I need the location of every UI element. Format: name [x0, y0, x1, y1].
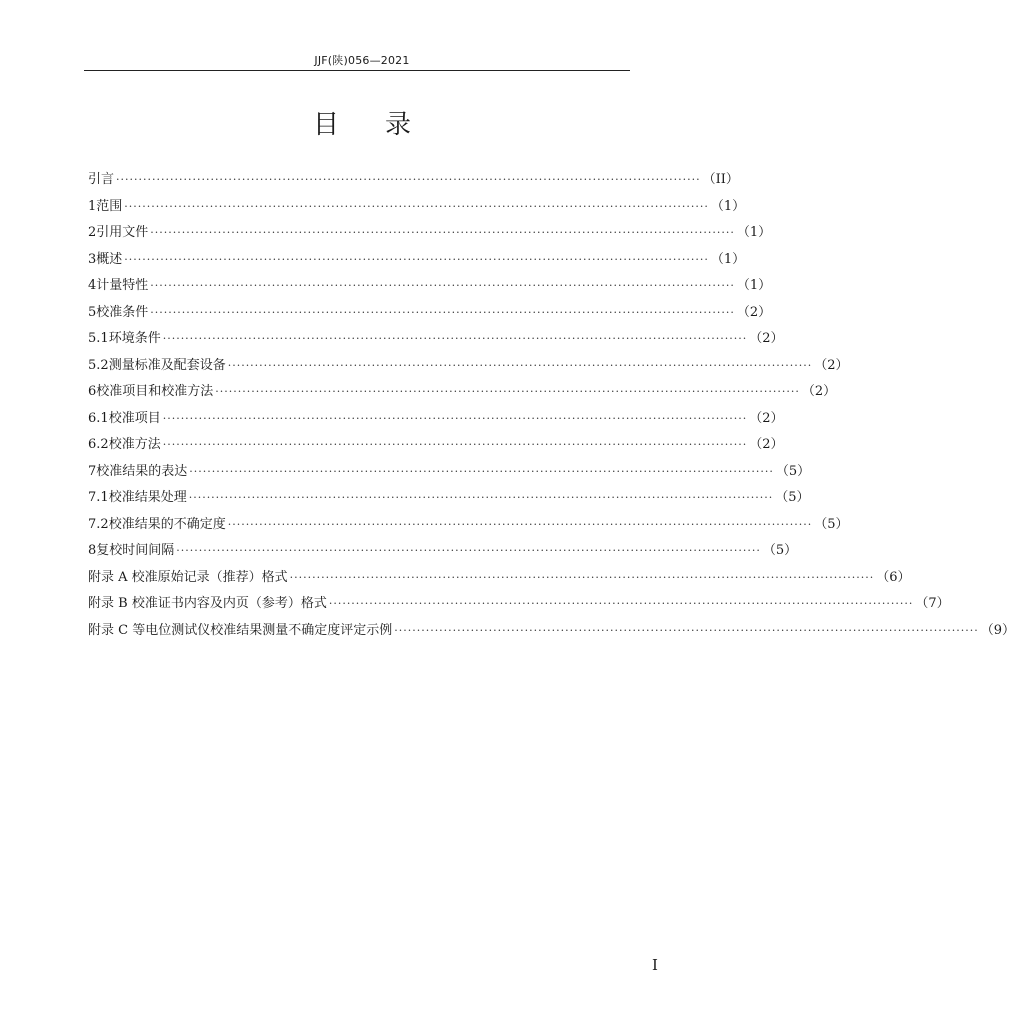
toc-entry-page: （2） [749, 410, 784, 426]
toc-entry-5[interactable] [88, 301, 772, 328]
toc-entry-7-2[interactable] [88, 513, 849, 540]
toc-entry-page: （5） [775, 463, 811, 479]
toc-leader-dots: ·································································································································· [215, 385, 800, 398]
toc-entry-appendix-c[interactable] [88, 619, 1015, 646]
toc-entry-number: 3 [88, 251, 97, 267]
toc-entry-number: 7.2 [88, 516, 109, 532]
toc-entry-page: （9） [980, 622, 1015, 638]
toc-entry-label: 校准项目 [108, 410, 161, 426]
toc-entry-label: 校准方法 [108, 437, 161, 452]
toc-entry-7-1[interactable] [88, 486, 810, 513]
toc-entry-8[interactable] [88, 539, 798, 566]
toc-entry-label: 引用文件 [96, 225, 149, 240]
toc-entry-number: 7.1 [88, 490, 109, 505]
toc-entry-number: 7 [88, 463, 97, 479]
toc-leader-dots: ·································································································································· [289, 570, 875, 584]
toc-entry-7[interactable] [88, 460, 811, 487]
toc-entry-6[interactable] [88, 380, 837, 407]
toc-entry-label: 环境条件 [108, 331, 161, 346]
toc-entry-page: （1） [736, 225, 772, 240]
toc-entry-introduction[interactable] [88, 168, 739, 195]
toc-entry-number: 6 [88, 384, 97, 399]
toc-entry-number: 8 [88, 543, 97, 558]
toc-entry-2[interactable] [88, 221, 772, 248]
toc-leader-dots: ·································································································································· [150, 226, 735, 239]
toc-leader-dots: ·································································································································· [162, 411, 748, 425]
toc-leader-dots: ·································································································································· [124, 252, 709, 266]
toc-leader-dots: ·································································································································· [116, 173, 701, 186]
toc-entry-label: 附录 B 校准证书内容及内页（参考）格式 [88, 596, 327, 611]
toc-entry-number: 5.2 [88, 357, 109, 373]
toc-entry-page: （5） [775, 490, 810, 505]
toc-entry-label: 范围 [96, 198, 123, 214]
toc-entry-label: 计量特性 [96, 278, 149, 293]
toc-entry-number: 6.1 [88, 410, 109, 426]
page-title: 目录 [312, 110, 457, 140]
toc-leader-dots: ·································································································································· [227, 517, 813, 531]
toc-entry-page: （2） [749, 331, 784, 346]
toc-entry-6-2[interactable] [88, 433, 784, 460]
document-code: JJF(陕)056—2021 [314, 54, 410, 67]
toc-entry-page: （2） [814, 357, 849, 373]
toc-entry-page: （5） [814, 516, 849, 532]
toc-entry-label: 校准条件 [96, 304, 149, 320]
toc-leader-dots: ·································································································································· [150, 279, 735, 292]
toc-leader-dots: ·································································································································· [176, 544, 761, 557]
toc-entry-page: （1） [710, 198, 746, 214]
toc-leader-dots: ·································································································································· [394, 623, 979, 637]
toc-entry-page: （6） [876, 569, 911, 585]
toc-entry-page: （2） [736, 304, 772, 320]
table-of-contents [88, 168, 1015, 645]
toc-entry-label: 测量标准及配套设备 [108, 357, 226, 373]
toc-entry-appendix-a[interactable] [88, 566, 911, 593]
toc-entry-label: 校准项目和校准方法 [96, 384, 214, 399]
toc-entry-appendix-b[interactable] [88, 592, 950, 619]
toc-leader-dots: ·································································································································· [162, 438, 748, 451]
toc-entry-6-1[interactable] [88, 407, 784, 434]
page-number: I [652, 956, 658, 974]
header-rule [84, 70, 630, 71]
toc-entry-label: 概述 [96, 251, 123, 267]
toc-leader-dots: ·································································································································· [150, 305, 735, 319]
toc-entry-page: （1） [736, 278, 772, 293]
toc-entry-number: 2 [88, 225, 97, 240]
toc-entry-page: （5） [762, 543, 798, 558]
toc-entry-label: 引言 [88, 172, 115, 187]
toc-leader-dots: ·································································································································· [162, 332, 748, 345]
toc-leader-dots: ·································································································································· [328, 597, 914, 610]
toc-entry-number: 5.1 [88, 331, 109, 346]
toc-entry-number: 1 [88, 198, 97, 214]
toc-entry-number: 4 [88, 278, 97, 293]
toc-entry-1[interactable] [88, 195, 746, 222]
toc-entry-3[interactable] [88, 248, 746, 275]
toc-leader-dots: ·································································································································· [227, 358, 813, 372]
toc-entry-label: 附录 A 校准原始记录（推荐）格式 [88, 569, 288, 585]
toc-entry-number: 5 [88, 304, 97, 320]
toc-entry-number: 6.2 [88, 437, 109, 452]
toc-entry-label: 校准结果处理 [108, 490, 187, 505]
toc-entry-page: （7） [915, 596, 950, 611]
toc-entry-page: （II） [702, 172, 739, 187]
toc-entry-label: 复校时间间隔 [96, 543, 175, 558]
toc-entry-5-1[interactable] [88, 327, 784, 354]
toc-entry-page: （2） [801, 384, 837, 399]
toc-leader-dots: ·································································································································· [189, 464, 774, 478]
toc-entry-5-2[interactable] [88, 354, 849, 381]
toc-leader-dots: ·································································································································· [188, 491, 774, 504]
toc-leader-dots: ·································································································································· [124, 199, 709, 213]
toc-entry-label: 附录 C 等电位测试仪校准结果测量不确定度评定示例 [88, 622, 393, 638]
toc-entry-page: （2） [749, 437, 784, 452]
toc-entry-4[interactable] [88, 274, 772, 301]
toc-entry-page: （1） [710, 251, 746, 267]
toc-entry-label: 校准结果的不确定度 [108, 516, 226, 532]
toc-entry-label: 校准结果的表达 [96, 463, 188, 479]
